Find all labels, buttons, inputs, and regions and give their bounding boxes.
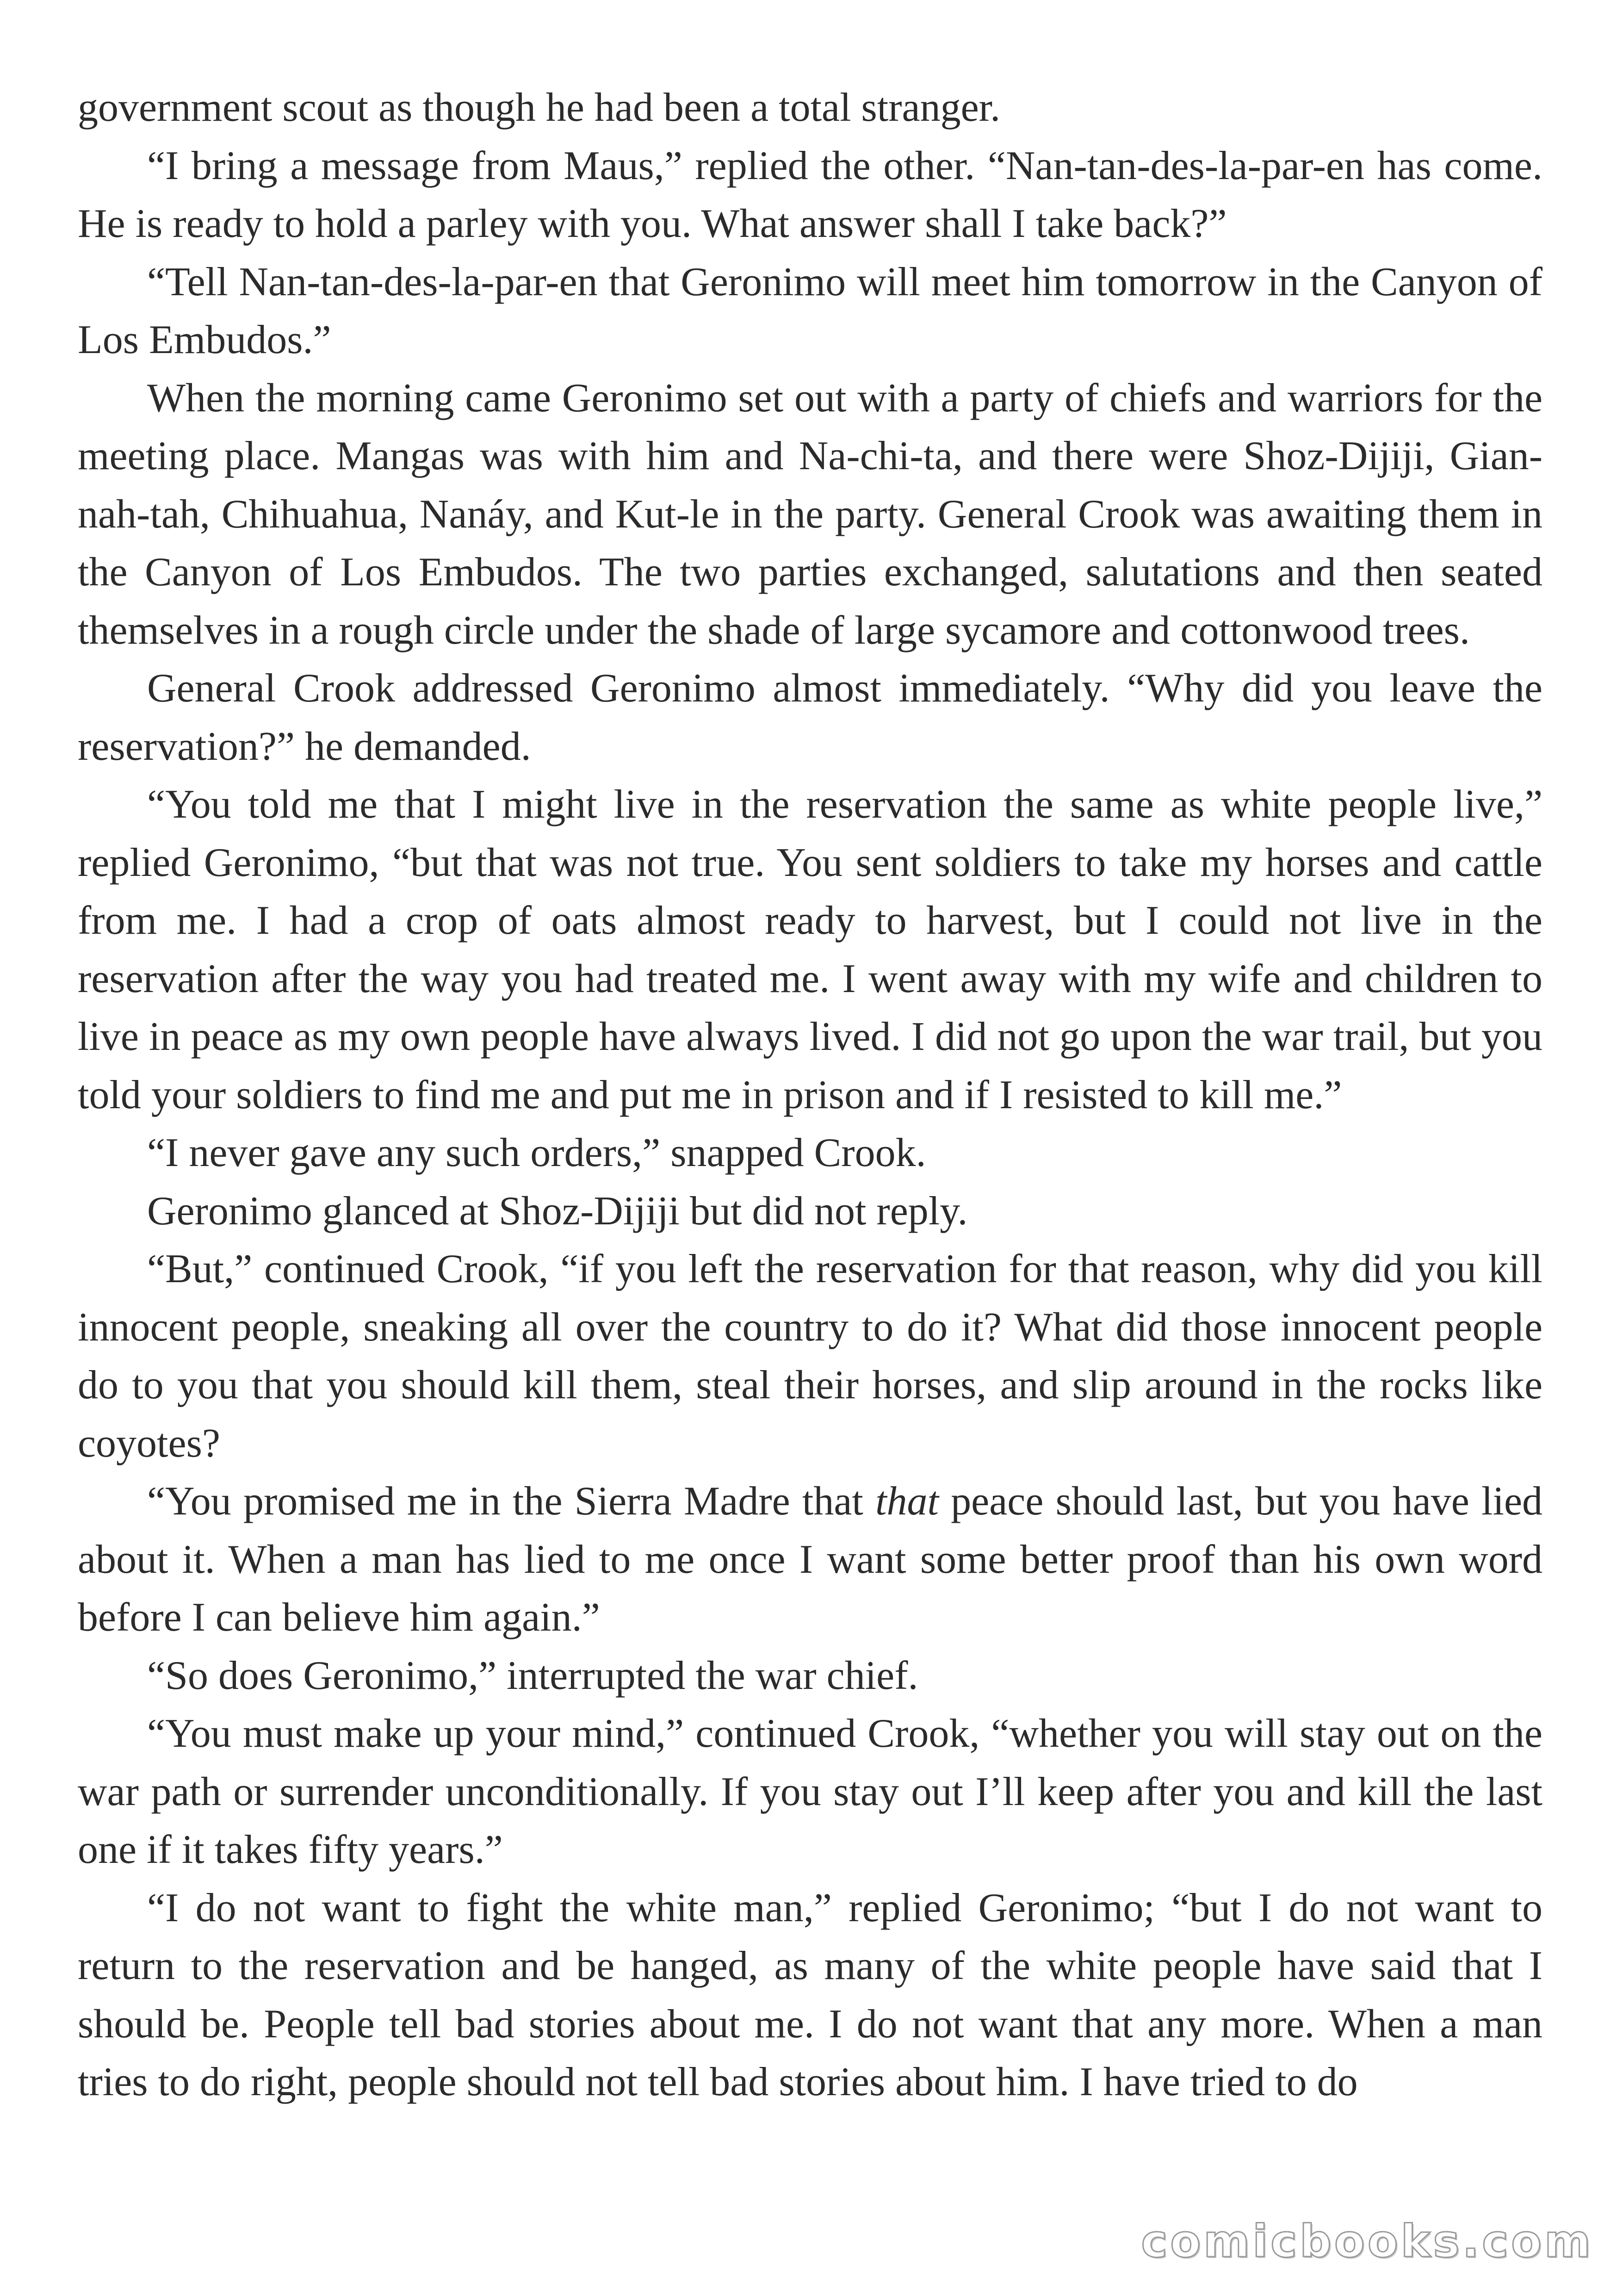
paragraph: “You must make up your mind,” continued Crook, “whether you will stay out on the war path or surrender unconditionally. If you stay out I’ll keep after you and kill the last one if it takes fifty years.” [78, 1711, 1542, 1872]
page-body-text [78, 79, 1542, 2111]
paragraph: “You told me that I might live in the reservation the same as white people live,” replied Geronimo, “but that was not true. You sent soldiers to take my horses and cattle from me. I had a crop of oats almost ready to harvest, but I could not live in the reservation after the way you had treated me. I went away with my wife and children to live in peace as my own people have always lived. I did not go upon the war trail, but you told your soldiers to find me and put me in prison and if I resisted to kill me.” [78, 782, 1542, 1117]
paragraph: “Tell Nan-tan-des-la-par-en that Geronimo will meet him tomorrow in the Canyon of Los Embudos.” [78, 259, 1542, 362]
paragraph-continuation: government scout as though he had been a total stranger. [78, 85, 1001, 130]
paragraph: “But,” continued Crook, “if you left the reservation for that reason, why did you kill innocent people, sneaking all over the country to do it? What did those innocent people do to you that you should kill them, steal their horses, and slip around in the rocks like coyotes? [78, 1247, 1542, 1466]
promise-text-before: “You promised me in the Sierra Madre that [147, 1479, 876, 1524]
paragraph: “I never gave any such orders,” snapped Crook. [147, 1130, 926, 1175]
promise-emphasis: that [875, 1479, 939, 1524]
paragraph: “So does Geronimo,” interrupted the war chief. [147, 1653, 918, 1698]
paragraph: “I bring a message from Maus,” replied the other. “Nan-tan-des-la-par-en has come. He is ready to hold a parley with you. What answer shall I take back?” [78, 143, 1542, 246]
paragraph-promise [78, 1472, 1542, 1647]
paragraph: Geronimo glanced at Shoz-Dijiji but did not reply. [147, 1188, 968, 1234]
paragraph: When the morning came Geronimo set out with a party of chiefs and warriors for the meeting place. Mangas was with him and Na-chi-ta, and there were Shoz-Dijiji, Gian-nah-tah, Chihuahua, Nanáy, and Kut-le in the party. General Crook was awaiting them in the Canyon of Los Embudos. The two parties exchanged, salutations and then seated themselves in a rough circle under the shade of large sycamore and cottonwood trees. [78, 375, 1542, 653]
paragraph: General Crook addressed Geronimo almost immediately. “Why did you leave the reservation?” he demanded. [78, 666, 1542, 769]
paragraph: “I do not want to fight the white man,” replied Geronimo; “but I do not want to return to the reservation and be hanged, as many of the white people have said that I should be. People tell bad stories about me. I do not want that any more. When a man tries to do right, people should not tell bad stories about him. I have tried to do [78, 1885, 1542, 2104]
watermark-logo: comicbooks.com [1141, 2215, 1593, 2267]
promise-text-after: peace should last, but you have lied about it. When a man has lied to me once I want some better proof than his own word before I can believe him again.” [78, 1479, 1543, 1640]
